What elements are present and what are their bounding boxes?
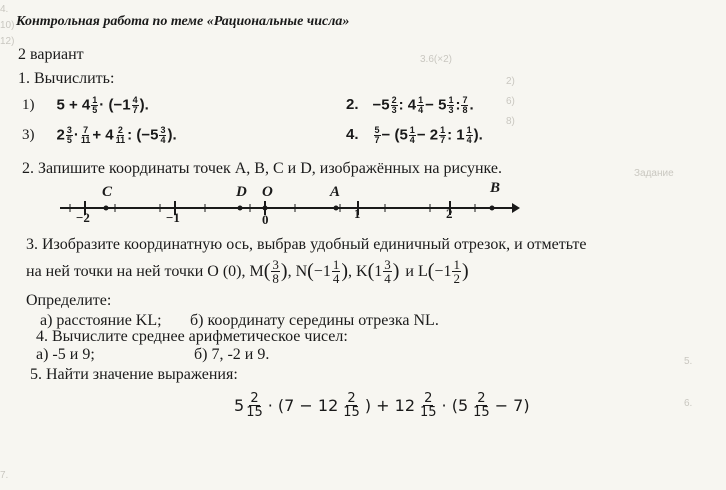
- expr-part: ) + 12: [364, 396, 415, 415]
- expr-part: + 4: [92, 126, 114, 144]
- expr-part: · (−1: [99, 96, 131, 114]
- point-k-label: , K: [348, 262, 368, 280]
- expr-part: .: [469, 96, 474, 114]
- ghost-text: 7.: [0, 470, 9, 481]
- fraction: $\frac{1}{3}$: [448, 95, 454, 115]
- fraction: $\frac{2}{15}$: [343, 391, 360, 420]
- fraction-l: $\frac{1}{2}$: [453, 257, 460, 286]
- point-l-label: и L: [405, 262, 428, 280]
- expr-part: : 4: [398, 96, 417, 114]
- fraction: $\frac{2}{15}$: [473, 391, 490, 420]
- task4-b: б) 7, -2 и 9.: [194, 346, 270, 363]
- expr-part: ).: [167, 126, 177, 144]
- task1-item-1: [22, 96, 149, 115]
- fraction: $\frac{3}{5}$: [66, 125, 72, 145]
- fraction: $\frac{7}{8}$: [462, 95, 468, 115]
- fraction: $\frac{3}{4}$: [160, 125, 166, 145]
- ghost-text: 5.: [684, 356, 693, 367]
- fraction: $\frac{2}{15}$: [420, 391, 437, 420]
- task5-expression: [234, 392, 530, 419]
- task1-item-4: [346, 126, 483, 145]
- expr-part: − 2: [416, 126, 439, 144]
- expr-part: ).: [473, 126, 483, 144]
- item-number: 1): [22, 97, 35, 114]
- fraction-k: $\frac{3}{4}$: [384, 257, 391, 286]
- ghost-text: 8): [506, 116, 515, 127]
- ghost-text: 6): [506, 96, 515, 107]
- expr-part: · (7 − 12: [267, 396, 339, 415]
- task3-b: б) координату середины отрезка NL.: [190, 312, 439, 329]
- task2-label: 2. Запишите координаты точек A, B, C и D, изображённых на рисунке.: [22, 160, 502, 177]
- point-d-marker: [238, 206, 243, 211]
- task4-label: 4. Вычислите среднее арифметическое чисел:: [36, 328, 348, 345]
- fraction: $\frac{2}{11}$: [115, 125, 126, 145]
- point-b-marker: [490, 206, 495, 211]
- paren: (: [263, 260, 271, 282]
- point-label-b: B: [490, 180, 501, 196]
- ghost-text: 4.: [0, 4, 9, 15]
- fraction-n: $\frac{1}{4}$: [332, 257, 340, 286]
- expr-part: −5: [372, 96, 390, 114]
- tick-label: 2: [446, 206, 453, 221]
- expr-part: ).: [139, 96, 149, 114]
- expr-part: − 7): [494, 396, 530, 415]
- task1-item-2: [346, 96, 474, 115]
- expr-part: :: [455, 96, 461, 114]
- whole-part: 1: [374, 262, 383, 280]
- ghost-text: 12): [0, 36, 15, 47]
- fraction: $\frac{1}{4}$: [409, 125, 415, 145]
- fraction: $\frac{1}{7}$: [440, 125, 446, 145]
- page-title: Контрольная работа по теме «Рациональные числа»: [16, 14, 350, 29]
- expr-part: 2: [56, 126, 65, 144]
- fraction: $\frac{4}{7}$: [132, 95, 138, 115]
- expr-part: − (5: [381, 126, 408, 144]
- ghost-text: 2): [506, 76, 515, 87]
- expr-part: : 1: [447, 126, 465, 144]
- task1-item-3: [22, 126, 177, 145]
- point-label-o: O: [262, 184, 273, 200]
- item-number: 3): [22, 127, 35, 144]
- fraction: $\frac{2}{15}$: [246, 391, 263, 420]
- tick-label: 0: [262, 212, 269, 227]
- tick-label: −2: [76, 210, 90, 225]
- point-label-a: A: [330, 184, 341, 200]
- fraction: $\frac{2}{3}$: [391, 95, 397, 115]
- axis-arrow: [512, 203, 520, 213]
- fraction: $\frac{1}{4}$: [466, 125, 472, 145]
- expr-part: 5 + 4: [56, 96, 91, 114]
- task3-line2: [26, 258, 469, 285]
- ghost-text: 6.: [684, 398, 693, 409]
- paren: (: [427, 260, 435, 282]
- item-number: 2.: [346, 96, 359, 114]
- expr-part: − 5: [425, 96, 447, 114]
- fraction-m: $\frac{3}{8}$: [272, 257, 279, 286]
- point-c-marker: [104, 206, 109, 211]
- paren: ): [461, 260, 469, 282]
- fraction: $\frac{7}{11}$: [80, 125, 91, 145]
- ghost-text: 10): [0, 20, 15, 31]
- paren: ): [392, 260, 400, 282]
- tick-label: 1: [354, 206, 361, 221]
- task3-line1: 3. Изобразите координатную ось, выбрав удобный единичный отрезок, и отметьте: [26, 236, 587, 253]
- task4-a: а) -5 и 9;: [36, 346, 95, 363]
- task1-label: 1. Вычислить:: [18, 70, 115, 87]
- point-a-marker: [334, 206, 339, 211]
- paren: ): [280, 260, 288, 282]
- ghost-text: 3.6(×2): [420, 54, 452, 65]
- tick-label: −1: [166, 210, 180, 225]
- task3-a: а) расстояние KL;: [40, 312, 162, 329]
- expr-part: · (5: [441, 396, 469, 415]
- expr-part: ·: [73, 126, 79, 144]
- paren: (: [367, 260, 375, 282]
- paren: (: [307, 260, 314, 282]
- expr-part: : (−5: [127, 126, 159, 144]
- variant-label: 2 вариант: [18, 46, 84, 63]
- task3-determine: Определите:: [26, 292, 112, 309]
- task3-line2-prefix: на ней точки на ней точки O (0), M: [26, 262, 264, 280]
- point-label-d: D: [236, 184, 247, 200]
- paren: ): [341, 260, 348, 282]
- ghost-text: Задание: [634, 168, 674, 179]
- point-o-marker: [263, 206, 268, 211]
- fraction: $\frac{1}{4}$: [418, 95, 424, 115]
- fraction: $\frac{5}{7}$: [374, 125, 380, 145]
- task5-label: 5. Найти значение выражения:: [30, 366, 238, 383]
- whole-part: −1: [434, 262, 452, 280]
- point-n-label: , N: [287, 262, 308, 280]
- point-label-c: C: [102, 184, 113, 200]
- whole-part: −1: [313, 262, 331, 280]
- item-number: 4.: [346, 126, 359, 144]
- whole-part: 5: [234, 396, 245, 415]
- fraction: $\frac{1}{5}$: [92, 95, 98, 115]
